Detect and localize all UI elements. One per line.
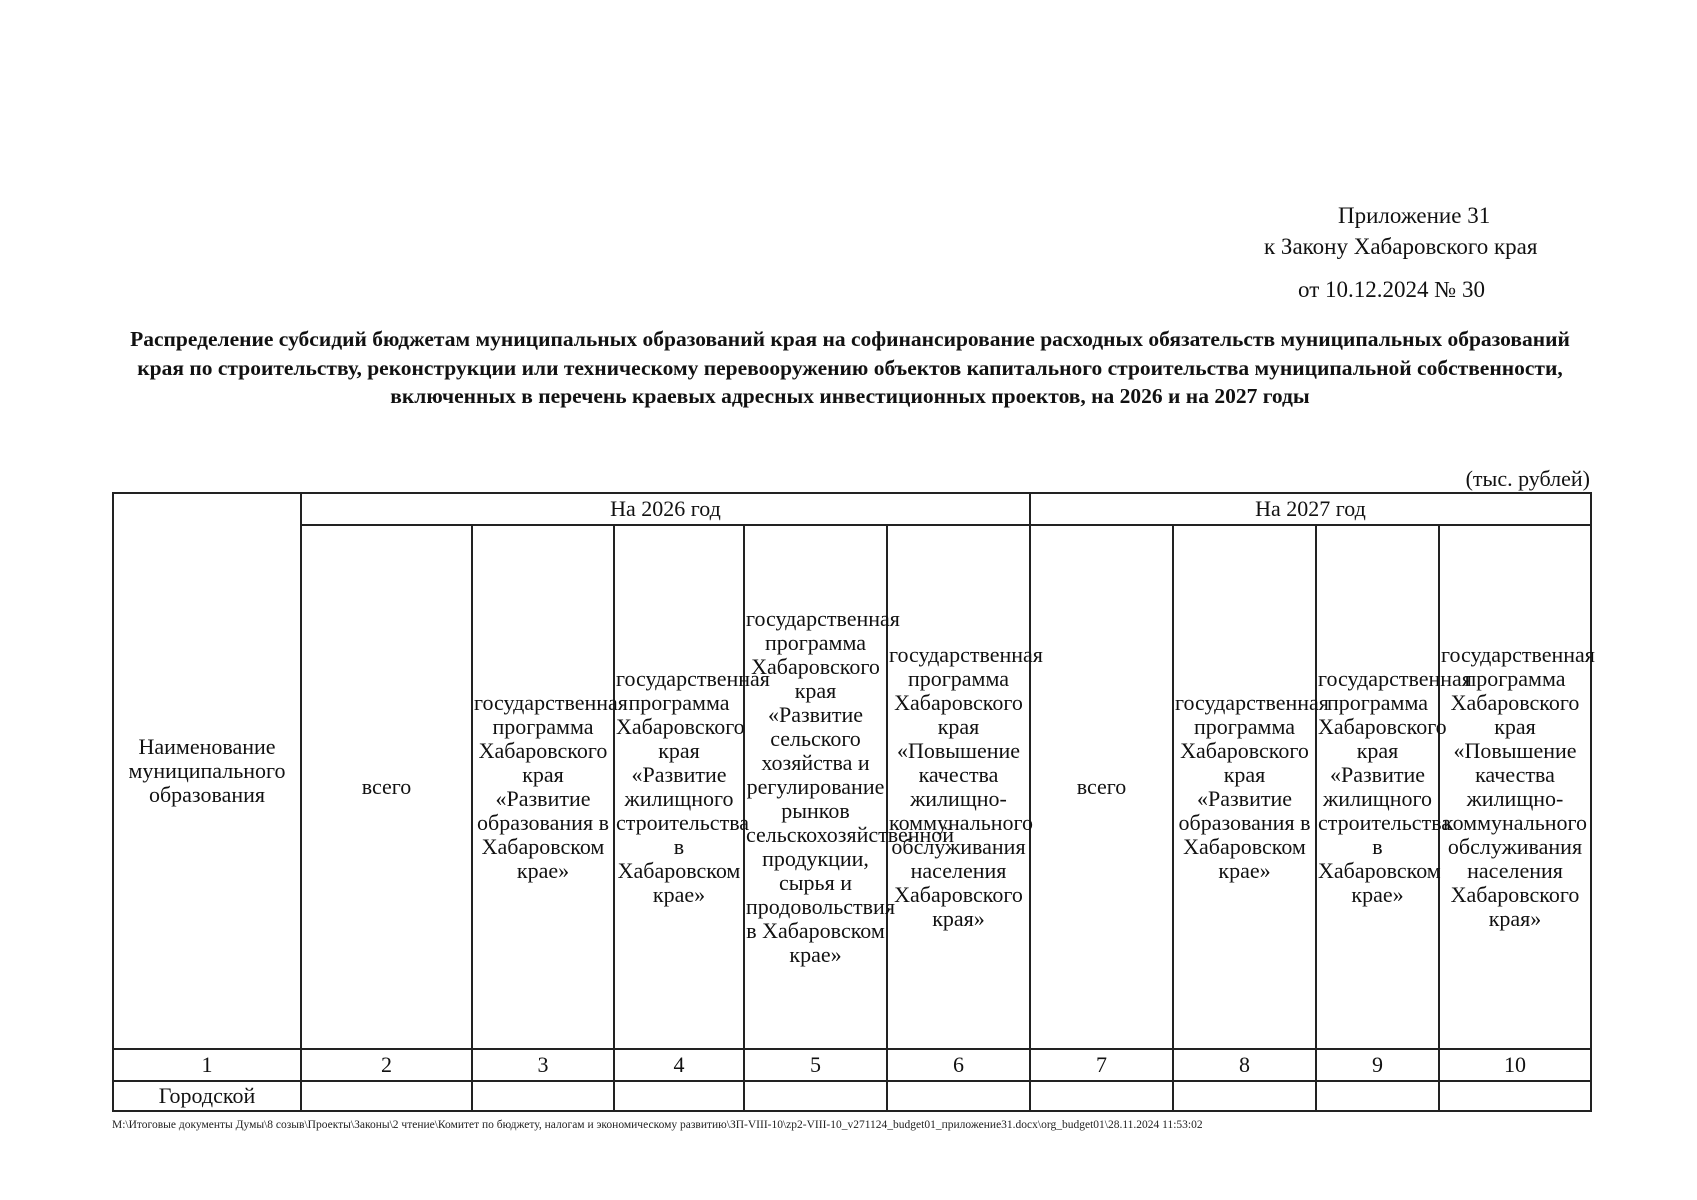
column-number: 5 [744, 1049, 887, 1081]
col-header-2026-education: государственная программа Хабаровского края «Развитие образования в Хабаровском крае» [472, 525, 614, 1049]
subsidy-table [112, 492, 1595, 1112]
table-cell [1030, 1081, 1173, 1111]
col-header-2026-housing: государственная программа Хабаровского края «Развитие жилищного строительства в Хабаровском крае» [614, 525, 744, 1049]
file-path-footer: М:\Итоговые документы Думы\8 созыв\Проекты\Законы\2 чтение\Комитет по бюджету, налогам и экономическому развитию\ЗП-VIII-10\zp2-VIII-10_v271124_budget01_приложение31.docx\org_budget01\28.11.2024 11:53:02 [112, 1119, 1203, 1131]
column-number: 10 [1439, 1049, 1591, 1081]
table-row [113, 1081, 1591, 1111]
row-label: Городской [113, 1081, 301, 1111]
units-label: (тыс. рублей) [1465, 466, 1590, 491]
col-header-2027-education: государственная программа Хабаровского края «Развитие образования в Хабаровском крае» [1173, 525, 1316, 1049]
col-header-2027-total: всего [1030, 525, 1173, 1049]
table-cell [472, 1081, 614, 1111]
year-header-2027: На 2027 год [1030, 493, 1591, 525]
col-header-2026-utilities: государственная программа Хабаровского края «Повышение качества жилищно-коммунального обслуживания населения Хабаровского края» [887, 525, 1030, 1049]
column-number: 4 [614, 1049, 744, 1081]
column-number: 7 [1030, 1049, 1173, 1081]
col-header-2026-total: всего [301, 525, 472, 1049]
table-cell [301, 1081, 472, 1111]
appendix-header [1180, 200, 1580, 305]
year-header-2026: На 2026 год [301, 493, 1030, 525]
column-number: 1 [113, 1049, 301, 1081]
column-number: 9 [1316, 1049, 1439, 1081]
table-cell [887, 1081, 1030, 1111]
appendix-law: к Закону Хабаровского края [1264, 234, 1538, 259]
table-cell [744, 1081, 887, 1111]
col-header-2026-agriculture: государственная программа Хабаровского края «Развитие сельского хозяйства и регулирование рынков сельскохозяйственной продукции, сырья и продовольствия в Хабаровском крае» [744, 525, 887, 1049]
col-header-2027-housing: государственная программа Хабаровского края «Развитие жилищного строительства в Хабаровском крае» [1316, 525, 1439, 1049]
column-number-row [113, 1049, 1591, 1081]
table-cell [1439, 1081, 1591, 1111]
table-cell [1316, 1081, 1439, 1111]
table-cell [1173, 1081, 1316, 1111]
col-header-municipality: Наименование муниципального образования [113, 493, 301, 1049]
table-cell [614, 1081, 744, 1111]
appendix-date: от 10.12.2024 № 30 [1298, 277, 1485, 302]
column-number: 6 [887, 1049, 1030, 1081]
appendix-number: Приложение 31 [1338, 203, 1491, 228]
column-number: 2 [301, 1049, 472, 1081]
document-title: Распределение субсидий бюджетам муниципальных образований края на софинансирование расходных обязательств муниципальных образований края по строительству, реконструкции или техническому перевооружению объектов капитального строительства муниципальной собственности, включенных в перечень краевых адресных инвестиционных проектов, на 2026 и на 2027 годы [130, 327, 1570, 408]
column-number: 3 [472, 1049, 614, 1081]
column-number: 8 [1173, 1049, 1316, 1081]
col-header-2027-utilities: государственная программа Хабаровского края «Повышение качества жилищно-коммунального обслуживания населения Хабаровского края» [1439, 525, 1591, 1049]
